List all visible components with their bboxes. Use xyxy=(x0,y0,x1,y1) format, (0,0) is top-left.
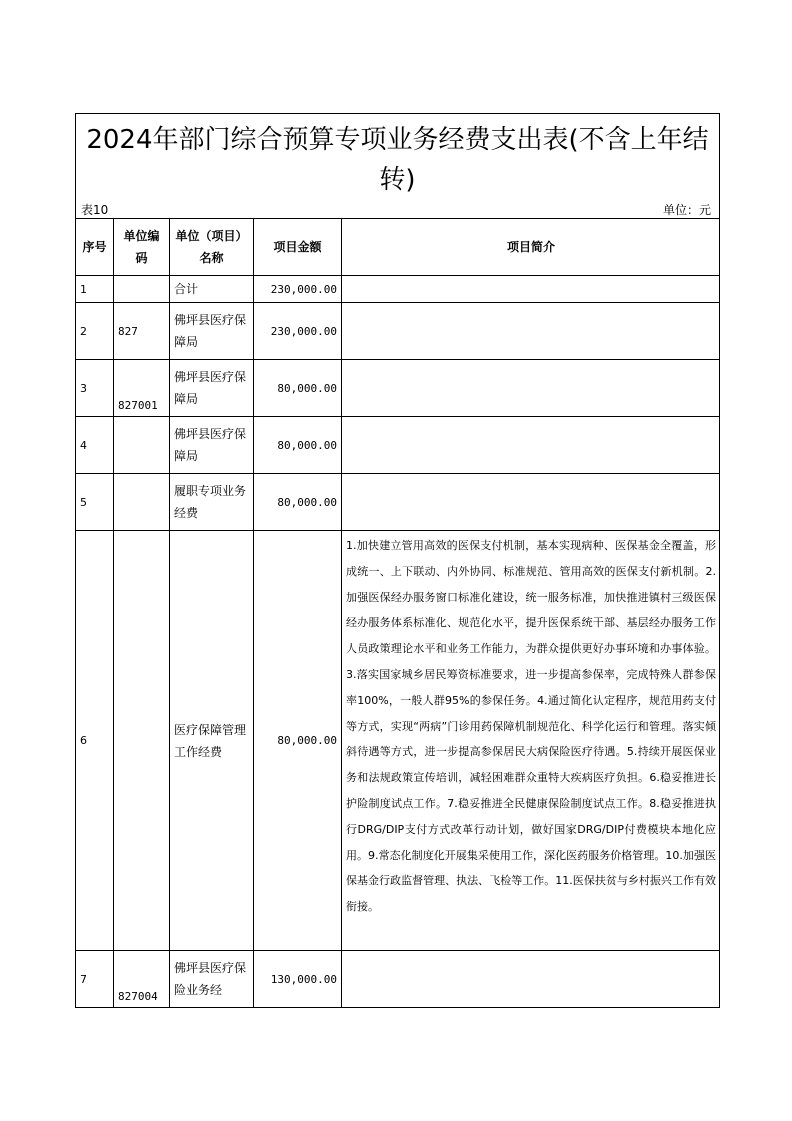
cell-desc xyxy=(342,303,721,360)
cell-desc xyxy=(342,951,721,1008)
cell-amount: 230,000.00 xyxy=(254,303,342,360)
budget-sheet xyxy=(75,113,720,1008)
cell-amount: 80,000.00 xyxy=(254,360,342,417)
budget-table xyxy=(75,218,720,1008)
cell-name: 佛坪县医疗保障局 xyxy=(170,360,254,417)
cell-code: 827001 xyxy=(114,360,170,417)
table-row xyxy=(76,303,721,360)
table-row xyxy=(76,360,721,417)
cell-seq: 4 xyxy=(76,417,114,474)
cell-amount: 130,000.00 xyxy=(254,951,342,1008)
col-header-amount: 项目金额 xyxy=(254,219,342,276)
cell-name: 合计 xyxy=(170,276,254,303)
cell-name: 佛坪县医疗保障局 xyxy=(170,417,254,474)
cell-seq: 7 xyxy=(76,951,114,1008)
cell-seq: 6 xyxy=(76,531,114,951)
cell-desc: 1.加快建立管用高效的医保支付机制，基本实现病种、医保基金全覆盖，形成统一、上下联动、内外协同、标准规范、管用高效的医保支付新机制。2.加强医保经办服务窗口标准化建设，统一服务标准，加快推进镇村三级医保经办服务体系标准化、规范化水平，提升医保系统干部、基层经办服务工作人员政策理论水平和业务工作能力，为群众提供更好办事环境和办事体验。3.落实国家城乡居民筹资标准要求，进一步提高参保率，完成特殊人群参保率100%，一般人群95%的参保任务。4.通过简化认定程序，规范用药支付等方式，实现“两病”门诊用药保障机制规范化、科学化运行和管理。落实倾斜待遇等方式，进一步提高参保居民大病保险医疗待遇。5.持续开展医保业务和法规政策宣传培训，减轻困难群众重特大疾病医疗负担。6.稳妥推进长护险制度试点工作。7.稳妥推进全民健康保险制度试点工作。8.稳妥推进执行DRG/DIP支付方式改革行动计划，做好国家DRG/DIP付费模块本地化应用。9.常态化制度化开展集采使用工作，深化医药服务价格管理。10.加强医保基金行政监督管理、执法、飞检等工作。11.医保扶贫与乡村振兴工作有效衔接。 xyxy=(342,531,721,951)
col-header-code: 单位编码 xyxy=(114,219,170,276)
cell-seq: 5 xyxy=(76,474,114,531)
cell-code xyxy=(114,417,170,474)
cell-name: 履职专项业务经费 xyxy=(170,474,254,531)
cell-desc xyxy=(342,360,721,417)
table-row xyxy=(76,951,721,1008)
col-header-desc: 项目简介 xyxy=(342,219,721,276)
table-number: 表10 xyxy=(81,203,109,217)
table-row xyxy=(76,276,721,303)
cell-name: 佛坪县医疗保障局 xyxy=(170,303,254,360)
document-title: 2024年部门综合预算专项业务经费支出表(不含上年结转) xyxy=(86,125,709,195)
table-row xyxy=(76,417,721,474)
cell-name: 佛坪县医疗保险业务经 xyxy=(170,951,254,1008)
cell-amount: 80,000.00 xyxy=(254,474,342,531)
col-header-name: 单位（项目）名称 xyxy=(170,219,254,276)
cell-seq: 3 xyxy=(76,360,114,417)
cell-desc xyxy=(342,276,721,303)
table-row xyxy=(76,474,721,531)
cell-code: 827 xyxy=(114,303,170,360)
cell-amount: 230,000.00 xyxy=(254,276,342,303)
cell-desc xyxy=(342,474,721,531)
cell-name: 医疗保障管理工作经费 xyxy=(170,531,254,951)
cell-code xyxy=(114,474,170,531)
col-header-seq: 序号 xyxy=(76,219,114,276)
cell-amount: 80,000.00 xyxy=(254,417,342,474)
cell-desc xyxy=(342,417,721,474)
table-row xyxy=(76,531,721,951)
unit-label: 单位：元 xyxy=(662,203,711,217)
table-header-row xyxy=(76,219,721,276)
cell-amount: 80,000.00 xyxy=(254,531,342,951)
cell-code xyxy=(114,276,170,303)
cell-code xyxy=(114,531,170,951)
cell-seq: 1 xyxy=(76,276,114,303)
cell-code: 827004 xyxy=(114,951,170,1008)
cell-seq: 2 xyxy=(76,303,114,360)
